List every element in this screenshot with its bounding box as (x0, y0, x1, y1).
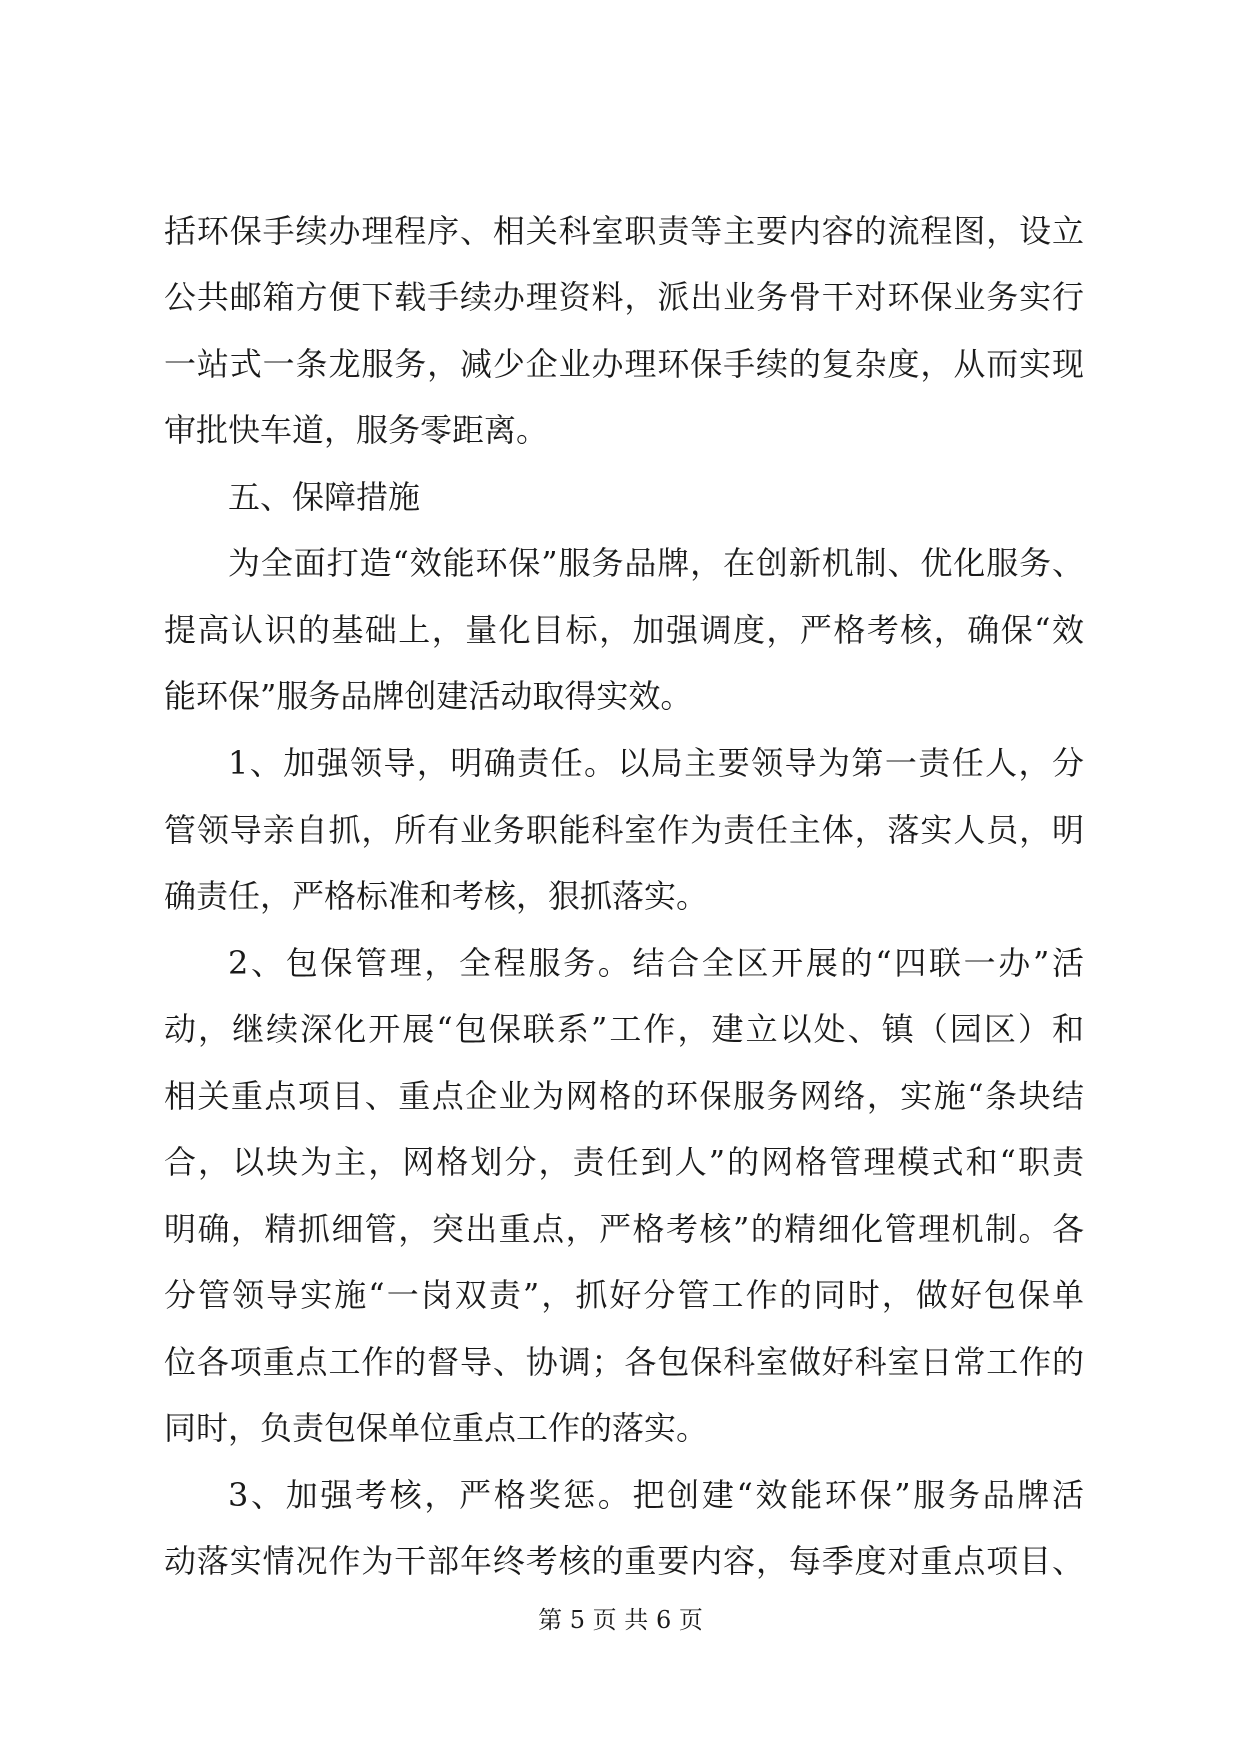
body-line: 提高认识的基础上，量化目标，加强调度，严格考核，确保“效 (164, 611, 1084, 649)
body-line: 动，继续深化开展“包保联系”工作，建立以处、镇（园区）和 (164, 1010, 1084, 1048)
body-line: 为全面打造“效能环保”服务品牌，在创新机制、优化服务、 (228, 544, 1084, 582)
body-line: 明确，精抓细管，突出重点，严格考核”的精细化管理机制。各 (164, 1210, 1084, 1248)
body-line: 动落实情况作为干部年终考核的重要内容，每季度对重点项目、 (164, 1542, 1084, 1580)
body-line: 分管领导实施“一岗双责”，抓好分管工作的同时，做好包保单 (164, 1276, 1084, 1314)
body-line: 同时，负责包保单位重点工作的落实。 (164, 1409, 709, 1447)
body-line: 合，以块为主，网格划分，责任到人”的网格管理模式和“职责 (164, 1143, 1084, 1181)
page-number-footer: 第 5 页 共 6 页 (538, 1606, 703, 1634)
body-line: 确责任，严格标准和考核，狠抓落实。 (164, 877, 709, 915)
body-line: 位各项重点工作的督导、协调；各包保科室做好科室日常工作的 (164, 1343, 1084, 1381)
body-line: 审批快车道，服务零距离。 (164, 411, 549, 449)
body-line: 相关重点项目、重点企业为网格的环保服务网络，实施“条块结 (164, 1077, 1084, 1115)
body-line: 一站式一条龙服务，减少企业办理环保手续的复杂度，从而实现 (164, 345, 1084, 383)
body-line: 2、包保管理，全程服务。结合全区开展的“四联一办”活 (228, 944, 1084, 982)
body-line: 能环保”服务品牌创建活动取得实效。 (164, 677, 693, 715)
body-line: 1、加强领导，明确责任。以局主要领导为第一责任人，分 (228, 744, 1084, 782)
body-line: 公共邮箱方便下载手续办理资料，派出业务骨干对环保业务实行 (164, 278, 1084, 316)
body-line: 3、加强考核，严格奖惩。把创建“效能环保”服务品牌活 (228, 1476, 1084, 1514)
section-heading: 五、保障措施 (228, 478, 421, 516)
body-line: 管领导亲自抓，所有业务职能科室作为责任主体，落实人员，明 (164, 811, 1084, 849)
body-line: 括环保手续办理程序、相关科室职责等主要内容的流程图，设立 (164, 212, 1084, 250)
